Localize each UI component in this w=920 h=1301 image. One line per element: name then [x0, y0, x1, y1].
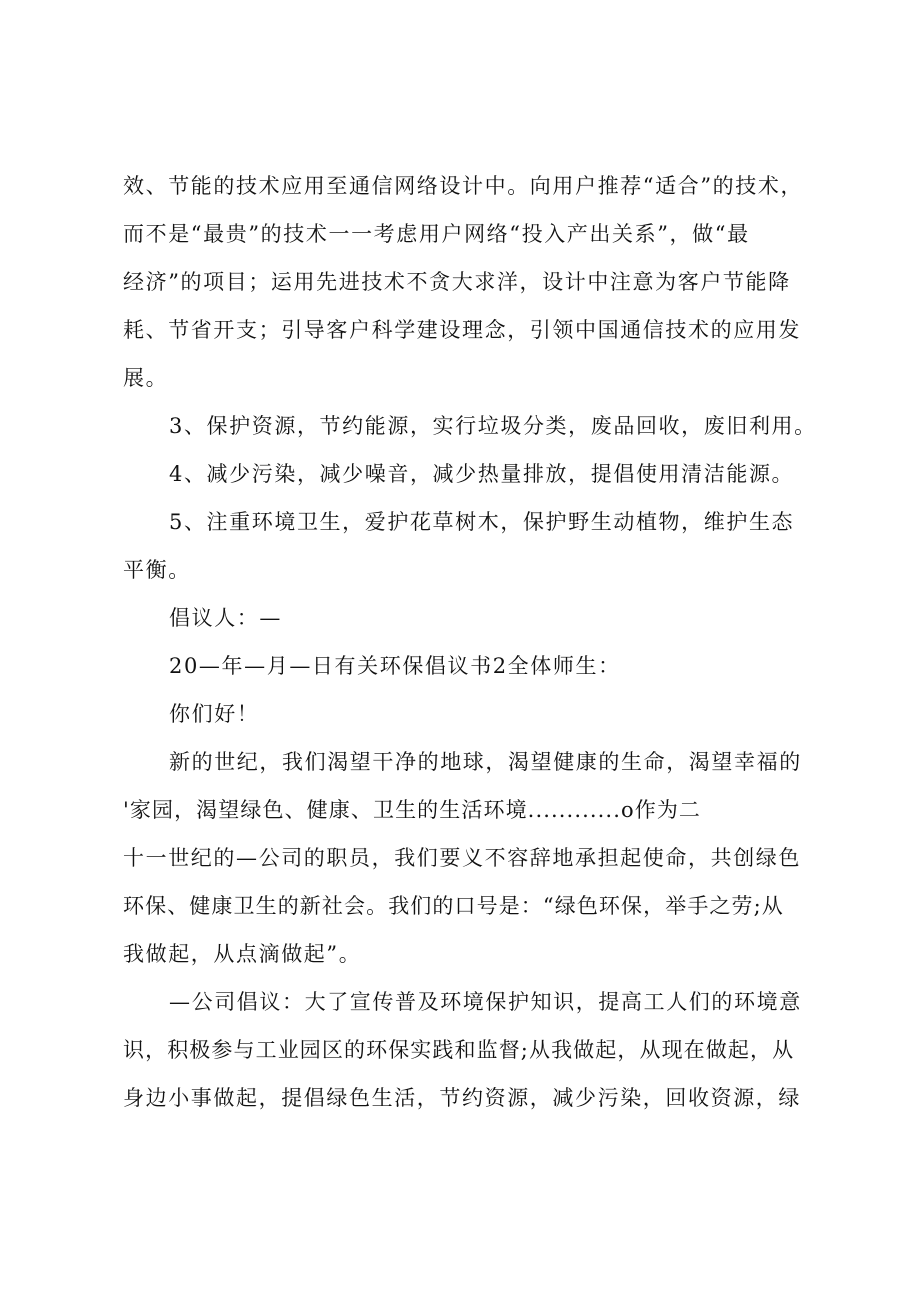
text-line: 展。 — [123, 366, 169, 390]
text-line: 而不是“最贵”的技术一一考虑用户网络“投入产出关系”，做“最 — [123, 222, 750, 246]
list-item: 4、减少污染，减少噪音，减少热量排放，提倡使用清洁能源。 — [169, 462, 795, 486]
text-line: 新的世纪，我们渴望干净的地球，渴望健康的生命，渴望幸福的 — [169, 750, 802, 774]
text-line: 环保、健康卫生的新社会。我们的口号是：“绿色环保，举手之劳;从 — [123, 894, 784, 918]
signature-line: 倡议人：— — [169, 606, 282, 630]
text-line: '家园，渴望绿色、健康、卫生的生活环境............o作为二 — [123, 798, 702, 822]
text-line: 经济”的项目；运用先进技术不贪大求洋，设计中注意为客户节能降 — [123, 270, 791, 294]
text-line: 十一世纪的—公司的职员，我们要义不容辞地承担起使命，共创绿色 — [123, 846, 801, 870]
greeting: 你们好！ — [169, 702, 260, 726]
text-line: 身边小事做起，提倡绿色生活，节约资源，减少污染，回收资源，绿 — [123, 1086, 801, 1110]
list-item: 5、注重环境卫生，爱护花草树木，保护野生动植物，维护生态 — [169, 510, 795, 534]
text-line: 识，积极参与工业园区的环保实践和监督;从我做起，从现在做起，从 — [123, 1038, 795, 1062]
text-line: 我做起，从点滴做起”。 — [123, 942, 362, 966]
list-item: 3、保护资源，节约能源，实行垃圾分类，废品回收，废旧利用。 — [169, 414, 817, 438]
text-line: —公司倡议：大了宣传普及环境保护知识，提高工人们的环境意 — [169, 990, 802, 1014]
text-line: 平衡。 — [123, 558, 191, 582]
text-line: 耗、节省开支；引导客户科学建设理念，引领中国通信技术的应用发 — [123, 318, 801, 342]
date-heading-line: 20—年—月—日有关环保倡议书2全体师生： — [169, 654, 621, 678]
text-line: 效、节能的技术应用至通信网络设计中。向用户推荐“适合”的技术， — [123, 174, 804, 198]
